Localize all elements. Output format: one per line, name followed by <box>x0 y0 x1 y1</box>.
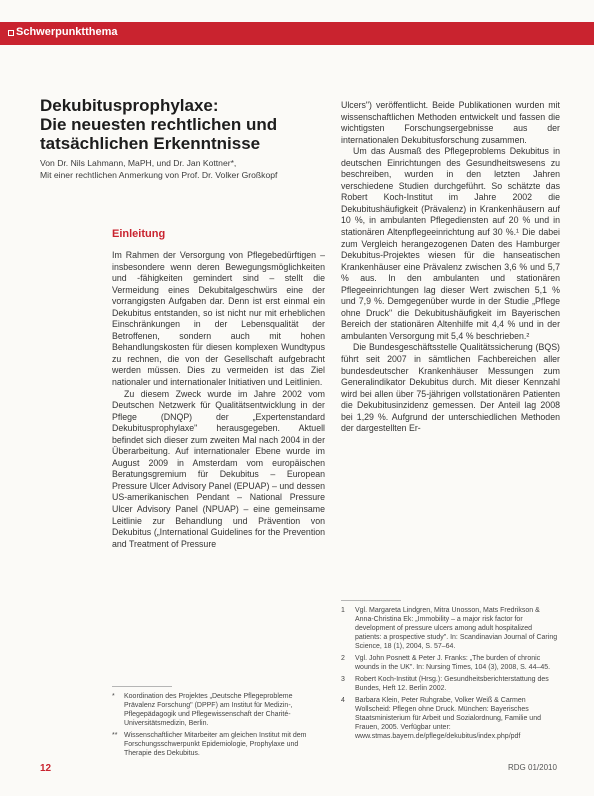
footnote-mark: * <box>112 693 115 700</box>
reference-text: Vgl. Margareta Lindgren, Mitra Unosson, Mats Fredrikson & Anna-Christina Ek: „Immobility – a major risk factor for development of pressure ulcers among adult hospitalized patients: a prospective study". In: Scandinavian Journal of Caring Science, 18 (1), 2004, S. 57–64. <box>355 607 558 650</box>
reference-text: Robert Koch-Institut (Hrsg.): Gesundheitsberichterstattung des Bundes, Heft 12. Berlin 2002. <box>355 676 549 692</box>
reference-item <box>341 606 560 651</box>
footnote <box>112 692 325 728</box>
reference-number: 2 <box>341 655 345 662</box>
title-line-2: Die neuesten rechtlichen und <box>40 115 278 134</box>
reference-text: Barbara Klein, Peter Ruhgrabe, Volker Weiß & Carmen Wollscheid: Pflegen ohne Druck. München: Bayerisches Staatsministerium für Arbeit und Sozialordnung, Familie und Frauen, 2005. Verfügbar unter: www.stmas.bayern.de/pflege/dekubitus/index.php/pdf <box>355 697 541 740</box>
title-line-3: tatsächlichen Erkenntnisse <box>40 134 261 153</box>
page-number: 12 <box>40 763 52 774</box>
author-byline <box>40 158 320 181</box>
reference-item <box>341 675 560 693</box>
footnote <box>112 731 325 758</box>
author-footnotes <box>112 692 325 761</box>
reference-text: Vgl. John Posnett & Peter J. Franks: „The burden of chronic wounds in the UK". In: Nursing Times, 104 (3), 2008, S. 44–45. <box>355 655 551 671</box>
reference-divider <box>341 600 401 601</box>
reference-item <box>341 696 560 741</box>
reference-number: 1 <box>341 607 345 614</box>
body-paragraph: Im Rahmen der Versorgung von Pflegebedürftigen – insbesondere wenn deren Bewegungsmöglichkeiten und -fähigkeiten gemindert sind – stellt die Vermeidung eines Dekubitalgeschwürs eine der vorrangigsten Aufgaben dar. Denn ist erst einmal ein Dekubitus entstanden, so ist nicht nur mit erheblichen Einschränkungen in der Lebensqualität der Betroffenen, sondern auch mit hohen Behandlungskosten für diesen komplexen Wundtypus zu rechnen, die von der Gesellschaft aufgebracht werden müssen. Dies zu vermeiden ist das Ziel nationaler und internationaler Initiativen und Leitlinien. <box>112 250 325 388</box>
authors-line-1: Von Dr. Nils Lahmann, MaPH, und Dr. Jan Kottner*, <box>40 158 237 168</box>
reference-item <box>341 654 560 672</box>
article-title <box>40 96 310 153</box>
reference-number: 3 <box>341 676 345 683</box>
reference-number: 4 <box>341 697 345 704</box>
reference-list <box>341 606 560 744</box>
section-label: Schwerpunktthema <box>16 26 118 38</box>
footnote-mark: ** <box>112 732 118 739</box>
section-header-bar <box>0 22 594 45</box>
intro-heading: Einleitung <box>112 228 166 240</box>
footnote-text: Wissenschaftlicher Mitarbeiter am gleichen Institut mit dem Forschungsschwerpunkt Epidemiologie, Prophylaxe und Therapie des Dekubitus. <box>124 732 307 757</box>
body-paragraph: Ulcers") veröffentlicht. Beide Publikationen wurden mit wissenschaftlichen Methoden entwickelt und fassen die wichtigsten Forschungsergebnisse aus der internationalen Dekubitusforschung zusammen. <box>341 100 560 145</box>
authors-line-2: Mit einer rechtlichen Anmerkung von Prof. Dr. Volker Großkopf <box>40 169 278 180</box>
footnote-divider <box>112 686 172 687</box>
body-paragraph: Um das Ausmaß des Pflegeproblems Dekubitus in deutschen Einrichtungen des Gesundheitswesens zu beschreiben, wurden in den letzten Jahren verschiedene Studien durchgeführt. So schätzte das Robert Koch-Institut im Jahre 2002 die Dekubitushäufigkeit (Prävalenz) in Krankenhäusern auf 10 %, in ambulanten Pflegediensten auf 20 % und in stationären Altenpflegeeinrichtung auf 30 %.¹ Die dabei zum Vergleich herangezogenen Daten des Hamburger Dekubitus-Projektes wiesen für die hanseatischen Krankenhäuser eine Prävalenz zwischen 3,6 % und 5,7 % aus. In den ambulanten und stationären Pflegeeinrichtungen lag dieser Wert zwischen 5,1 % und 7,9 %. Demgegenüber wurde in der Studie „Pflege ohne Druck" die Dekubitushäufigkeit im Bayerischen Bereich der stationären Altenhilfe mit 4,4 % und in der ambulanten Versorgung mit 5,4 % beschrieben.² <box>341 146 560 341</box>
body-paragraph: Zu diesem Zweck wurde im Jahre 2002 vom Deutschen Netzwerk für Qualitätsentwicklung in der Pflege (DNQP) der „Expertenstandard Dekubitusprophylaxe" herausgegeben. Aktuell befindet sich dieser zum zweiten Mal nach 2004 in der Überarbeitung. Auf internationaler Ebene wurde im August 2009 in Amsterdam vom europäischen Beratungsgremium für Dekubitus – European Pressure Ulcer Advisory Panel (EPUAP) – und dessen US-amerikanischen Pendant – National Pressure Ulcer Advisory Panel (NPUAP) – eine gemeinsame Leitlinie zur Behandlung und Prävention von Dekubitus („International Guidelines for the Prevention and Treatment of Pressure <box>112 388 325 549</box>
left-text-column <box>112 250 325 550</box>
footnote-text: Koordination des Projektes „Deutsche Pflegeprobleme Prävalenz Forschung" (DPPF) am Institut für Medizin-, Pflegepädagogik und Pflegewissenschaft der Charité-Universitätsmedizin, Berlin. <box>124 693 293 727</box>
square-bullet-icon <box>8 30 14 36</box>
body-paragraph: Die Bundesgeschäftsstelle Qualitätssicherung (BQS) führt seit 2007 in sämtlichen Fachbereichen aller bundesdeutscher Krankenhäuser Messungen zum Generalindikator Dekubitus durch. Mit dieser Kennzahl wird bei allen über 75-jährigen vollstationären Patienten die Dekubitusinzidenz gemessen. Der Anteil lag 2008 bei 1,29 %. Aufgrund der unterschiedlichen Methoden der dargestellten Er- <box>341 342 560 434</box>
title-line-1: Dekubitusprophylaxe: <box>40 96 219 115</box>
right-text-column <box>341 100 560 435</box>
issue-label: RDG 01/2010 <box>508 763 557 772</box>
